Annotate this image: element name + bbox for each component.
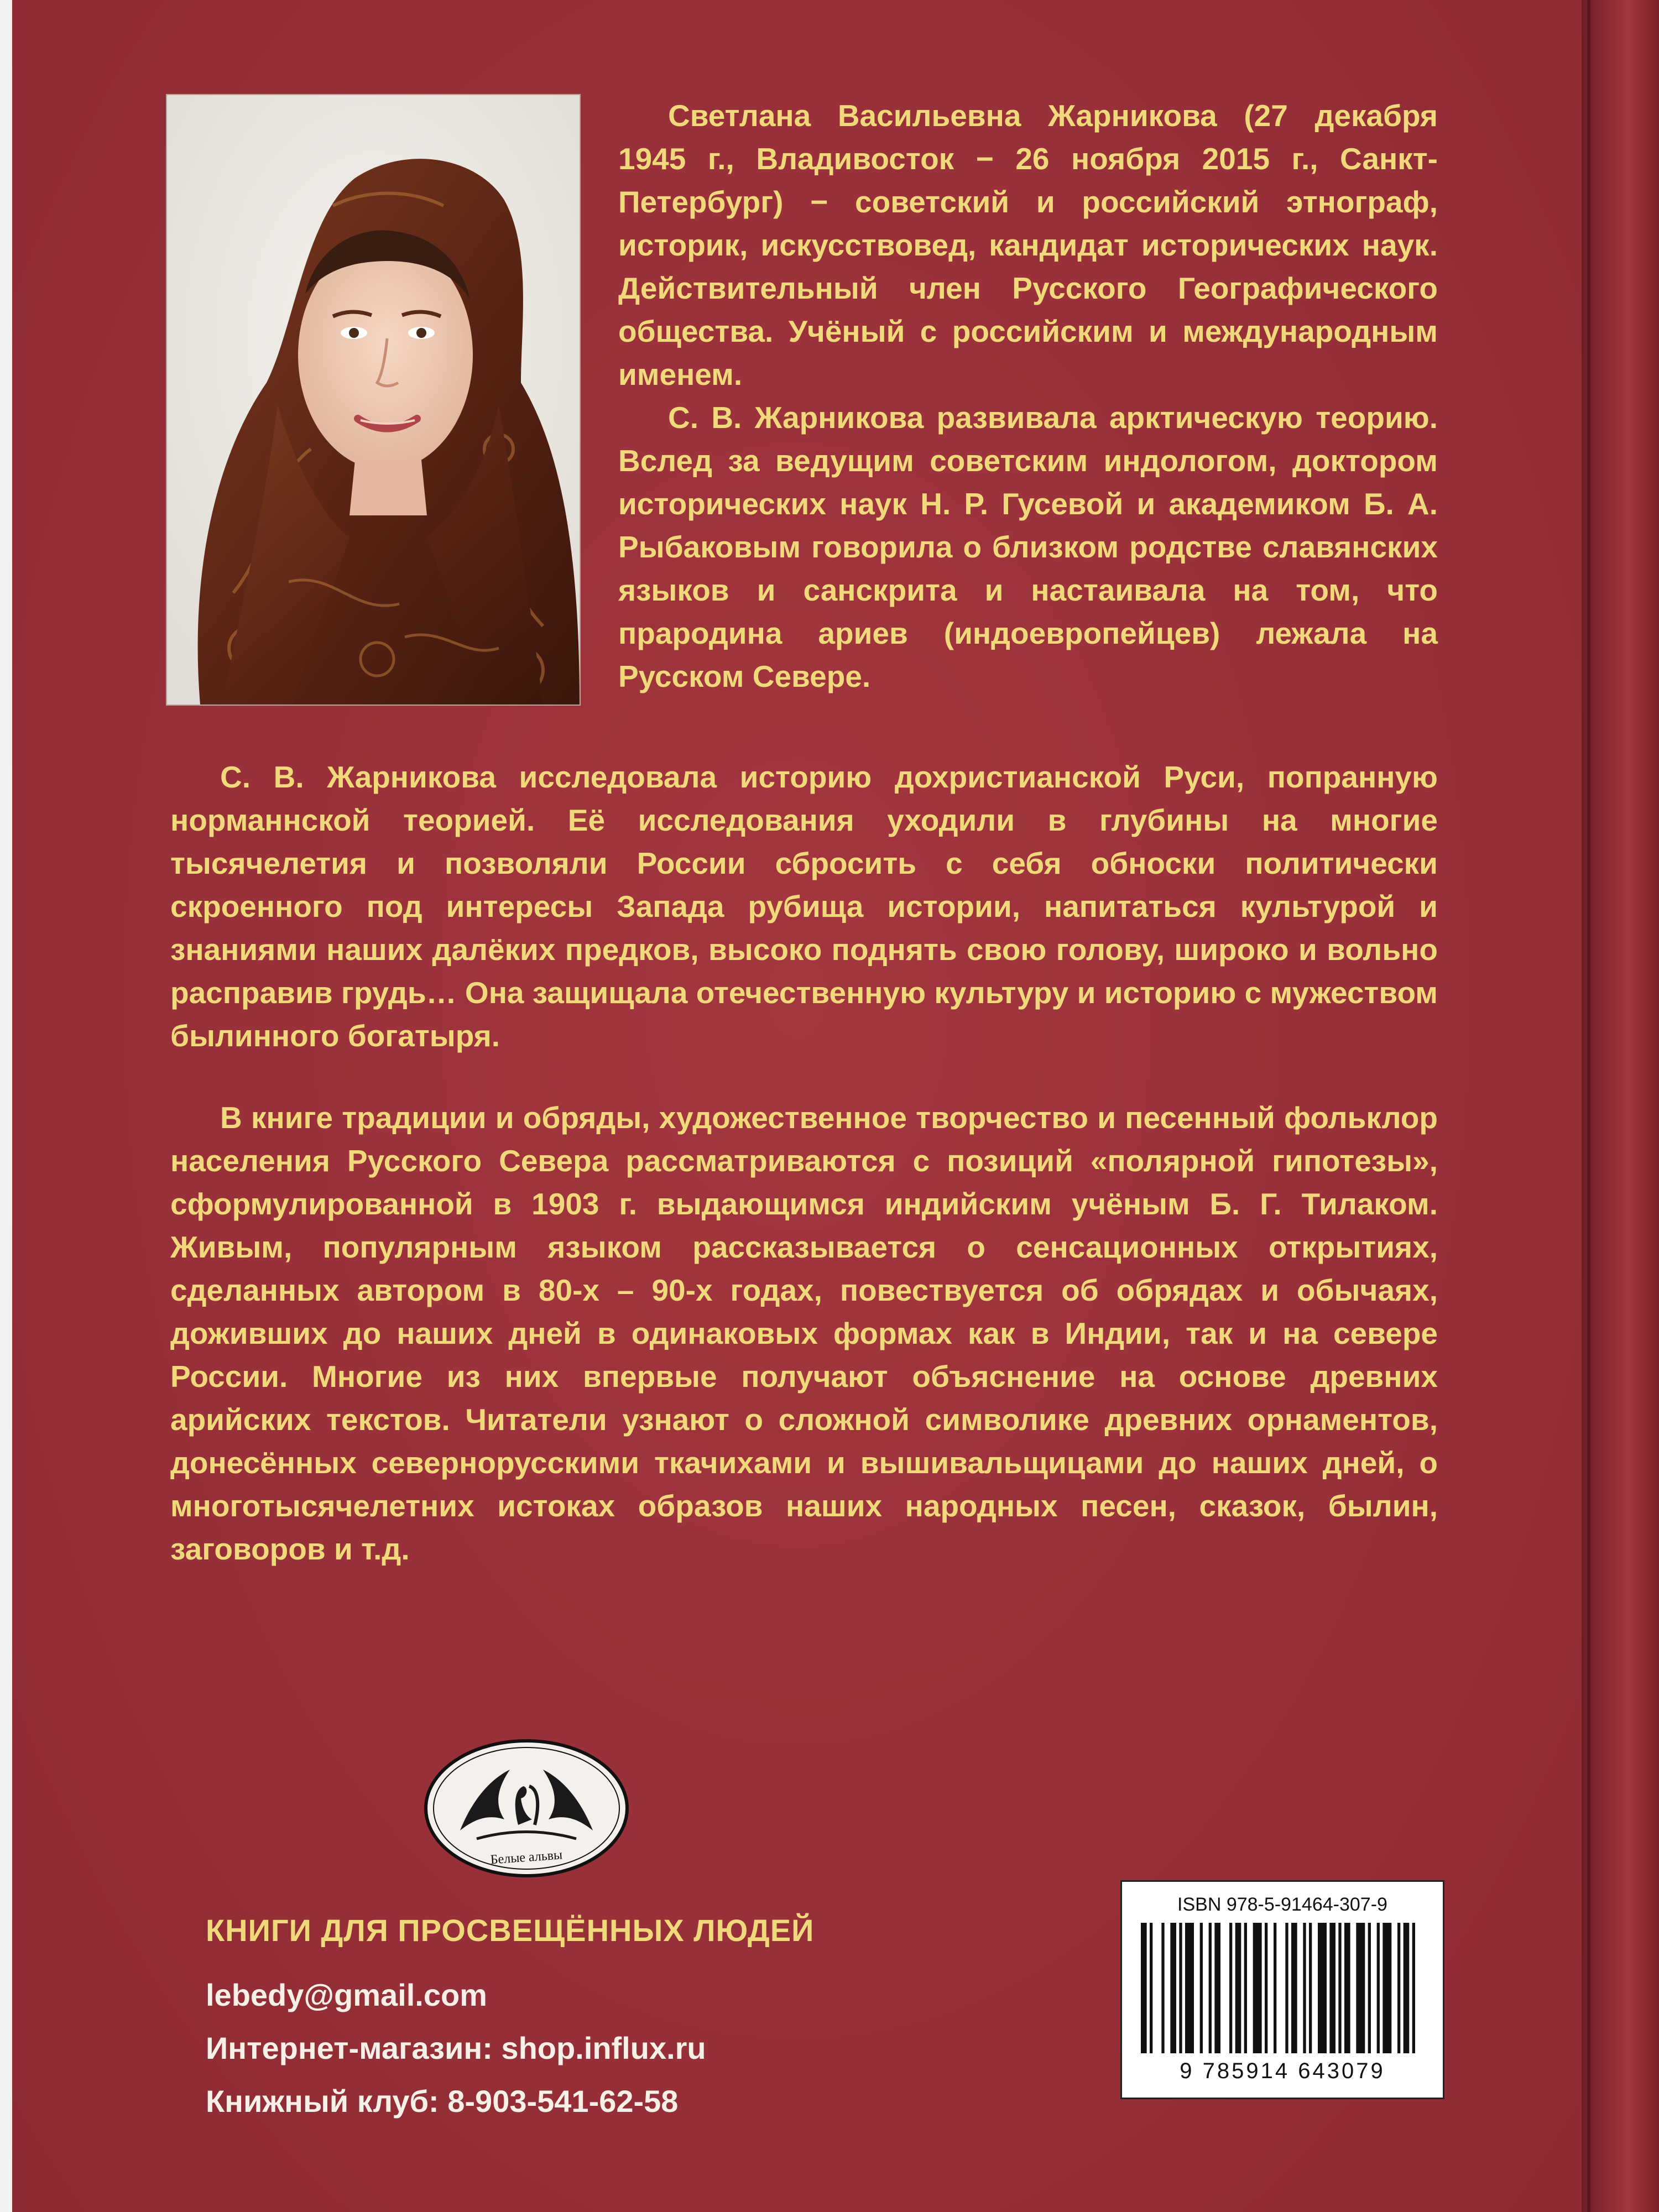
publisher-logo-text: Белые альвы — [489, 1848, 563, 1867]
contact-book-club: Книжный клуб: 8-903-541-62-58 — [206, 2084, 679, 2119]
isbn-label: ISBN 978-5-91464-307-9 — [1177, 1894, 1387, 1915]
contact-email: lebedy@gmail.com — [206, 1978, 487, 2012]
spine-edge — [1582, 0, 1659, 2212]
spine-groove — [1587, 0, 1590, 2212]
publisher-logo — [421, 1736, 632, 1880]
isbn-barcode-box — [1120, 1880, 1444, 2099]
author-portrait-image — [167, 95, 580, 705]
barcode-digits: 9 785914 643079 — [1180, 2059, 1385, 2083]
book-description — [170, 1096, 1438, 1571]
author-portrait — [167, 95, 580, 705]
contact-shop: Интернет-магазин: shop.influx.ru — [206, 2031, 706, 2065]
description-paragraph: В книге традиции и обряды, художественное творчество и песенный фольклор населения Русского Севера рассматриваются с позиций «полярной гипотезы», сформулированной в 1903 г. выдающимся индийским учёным Б. Г. Тилаком. Живым, популярным языком рассказывается о сенсационных открытиях, сделанных автором в 80-х – 90-х годах, повествуется об обрядах и обычаях, доживших до наших дней в одинаковых формах как в Индии, так и на севере России. Многие из них впервые получают объяснение на основе древних арийских текстов. Читатели узнают о сложной символике древних орнаментов, донесённых севернорусскими ткачихами и вышивальщицами до наших дней, о многотысячелетних истоках образов наших народных песен, сказок, былин, заговоров и т.д. — [170, 1100, 1438, 1566]
publisher-contacts — [206, 1969, 706, 2128]
series-title: КНИГИ ДЛЯ ПРОСВЕЩЁННЫХ ЛЮДЕЙ — [206, 1913, 815, 1948]
bio-paragraph-3: С. В. Жарникова исследовала историю дохристианской Руси, попранную норманнской теорией. Её исследования уходили в глубины на многие тысячелетия и позволяли России сбросить с себя обноски политически скроенного под интересы Запада рубища истории, напитаться культурой и знаниями наших далёких предков, высоко поднять свою голову, широко и вольно расправив грудь… Она защищала отечественную культуру и историю с мужеством былинного богатыря. — [170, 760, 1438, 1053]
author-bio-bottom — [170, 755, 1438, 1057]
author-bio-top — [618, 94, 1438, 698]
bio-paragraph-2: С. В. Жарникова развивала арктическую теорию. Вслед за ведущим советским индологом, доктором исторических наук Н. Р. Гусевой и академиком Б. А. Рыбаковым говорила о близком родстве славянских языков и санскрита и настаивала на том, что прародина ариев (индоевропейцев) лежала на Русском Севере. — [618, 400, 1438, 693]
bio-paragraph-1: Светлана Васильевна Жарникова (27 декабря 1945 г., Владивосток − 26 ноября 2015 г., Санкт-Петербург) − советский и российский этнограф, историк, искусствовед, кандидат исторических наук. Действительный член Русского Географического общества. Учёный с российским и международным именем. — [618, 98, 1438, 392]
barcode-icon — [1141, 1923, 1424, 2053]
